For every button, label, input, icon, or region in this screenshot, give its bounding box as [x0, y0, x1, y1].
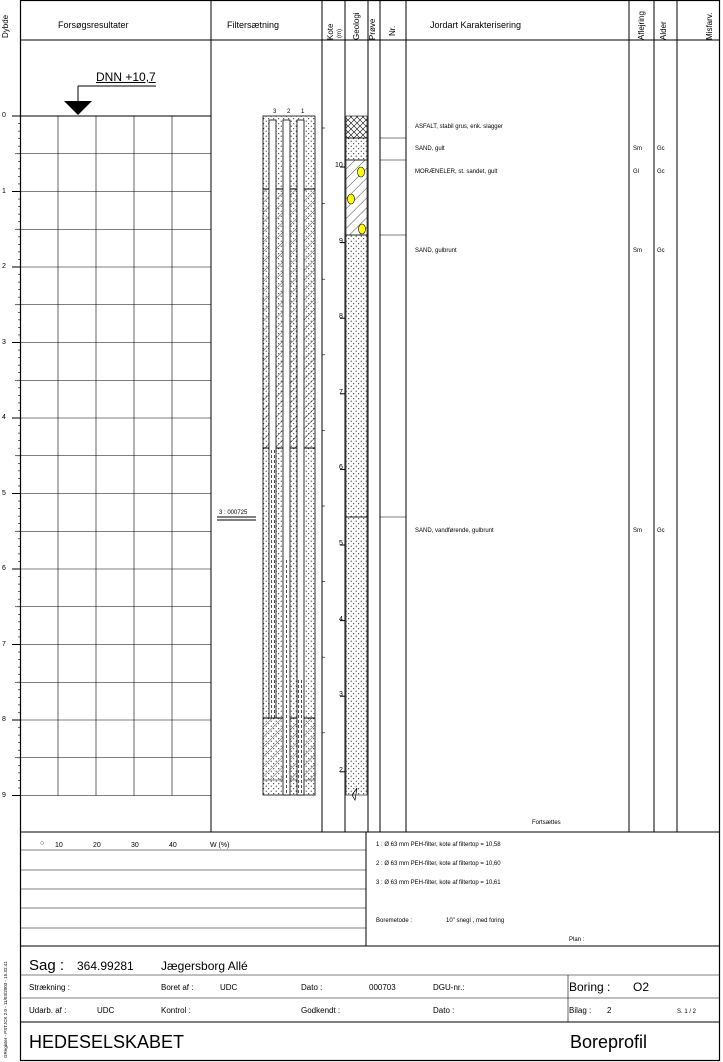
bilag-label: Bilag : — [569, 1006, 592, 1015]
sag-name: Jægersborg Allé — [161, 959, 248, 973]
geology-sand-gult — [346, 138, 367, 160]
stone-icon — [358, 167, 365, 177]
page-indicator: S. 1 / 2 — [677, 1009, 697, 1015]
filter-screen-2 — [284, 560, 289, 795]
boremetode-label: Boremetode : — [376, 918, 413, 924]
geology-sand-gulbrunt — [346, 235, 367, 517]
kote-tick-label: 4 — [339, 615, 343, 623]
filter-top-num-1: 1 — [301, 109, 305, 115]
kote-tick-label: 5 — [339, 540, 343, 547]
layer-4-alder: Gc — [657, 248, 665, 254]
boret-af-value: UDC — [220, 983, 238, 992]
depth-tick-label: 7 — [2, 640, 6, 648]
boring-label: Boring : — [569, 980, 611, 994]
kote-tick-label: 8 — [339, 313, 343, 321]
filter-screen-1 — [298, 680, 303, 795]
udarb-value: UDC — [97, 1006, 115, 1015]
layer-3-aflejring: Gl — [633, 169, 639, 175]
depth-tick-label: 4 — [2, 414, 6, 421]
geology-asfalt — [346, 116, 367, 138]
outer-frame — [21, 1, 720, 1061]
header-forsogsresultater: Forsøgsresultater — [58, 20, 129, 30]
header-alder: Alder — [659, 21, 668, 40]
godkendt-label: Godkendt : — [301, 1006, 341, 1015]
depth-tick-label: 3 — [2, 338, 6, 346]
kote-tick-label: 2 — [339, 766, 343, 774]
layer-4-aflejring: Sm — [633, 248, 642, 254]
boremetode-value: 10" snegl , med foring — [446, 918, 505, 924]
header-filtersaetning: Filtersætning — [227, 20, 280, 30]
boret-af-label: Boret af : — [161, 983, 194, 992]
scale-tick-30: 30 — [131, 842, 139, 849]
filter-label: 3 : 000725 — [219, 510, 248, 516]
header-kote-unit: (m) — [337, 29, 343, 38]
geology-sand-vandforende — [346, 517, 367, 795]
company-name: HEDESELSKABET — [29, 1032, 185, 1052]
kote-tick-label: 3 — [339, 691, 343, 699]
layer-1-desc: ASFALT, stabil grus, enk. slagger — [415, 124, 503, 130]
udarb-label: Udarb. af : — [29, 1006, 67, 1015]
header-jordart: Jordart Karakterisering — [430, 20, 522, 30]
filter-top-num-2: 2 — [287, 109, 291, 115]
header-misfarv: Misfarv. — [705, 12, 714, 40]
dnn-label: DNN +10,7 — [96, 70, 156, 84]
boring-value: O2 — [633, 980, 650, 994]
depth-tick-label: 2 — [2, 263, 6, 270]
sag-value: 364.99281 — [77, 959, 134, 973]
plan-label: Plan : — [569, 937, 585, 943]
dgu-label: DGU-nr.: — [433, 983, 465, 992]
kote-tick-label: 10 — [335, 162, 343, 169]
layer-4-desc: SAND, gulbrunt — [415, 248, 457, 254]
fortsaettes: Fortsættes — [532, 820, 561, 826]
straekning-label: Strækning : — [29, 983, 70, 992]
layer-2-alder: Gc — [657, 146, 665, 152]
filter-note-3: 3 : Ø 63 mm PEH-filter, kote af filtertop = 10,61 — [376, 880, 501, 886]
header-geologi: Geologi — [352, 12, 361, 40]
kote-tick-label: 7 — [339, 388, 343, 396]
depth-tick-label: 0 — [2, 112, 6, 119]
scale-tick-20: 20 — [93, 842, 101, 849]
side-registration-text: GRegister - PSTJCK 2.0 - 11/03/2003 - 15.32.41 — [3, 961, 8, 1058]
document-title: Boreprofil — [570, 1032, 648, 1052]
depth-tick-label: 6 — [2, 565, 6, 572]
kote-tick-label: 9 — [339, 237, 343, 245]
header-kote: Kote — [326, 23, 335, 40]
header-aflejring: Aflejring — [637, 11, 646, 40]
stone-icon — [348, 194, 355, 204]
layer-5-desc: SAND, vandførende, gulbrunt — [415, 528, 494, 534]
bilag-value: 2 — [607, 1006, 612, 1015]
dnn-triangle-icon — [64, 101, 92, 115]
scale-circle-icon: ○ — [40, 840, 45, 847]
filter-note-1: 1 : Ø 63 mm PEH-filter, kote af filtertop = 10,58 — [376, 842, 501, 848]
header-prove: Prøve — [368, 18, 377, 40]
depth-tick-label: 1 — [2, 187, 6, 195]
dato-label: Dato : — [301, 983, 323, 992]
layer-2-aflejring: Sm — [633, 146, 642, 152]
depth-tick-label: 5 — [2, 489, 6, 497]
dato2-label: Dato : — [433, 1006, 455, 1015]
header-nr: Nr. — [388, 25, 397, 36]
kote-tick-label: 6 — [339, 464, 343, 472]
layer-3-desc: MORÆNELER, st. sandet, gult — [415, 169, 498, 175]
header-dybde: Dybde — [1, 14, 10, 38]
depth-tick-label: 8 — [2, 716, 6, 723]
layer-3-alder: Gc — [657, 169, 665, 175]
sag-label: Sag : — [29, 957, 65, 974]
scale-unit: W (%) — [210, 842, 230, 849]
kontrol-label: Kontrol : — [161, 1006, 191, 1015]
dato-value: 000703 — [369, 983, 396, 992]
scale-tick-40: 40 — [169, 842, 177, 849]
scale-tick-10: 10 — [55, 842, 63, 849]
filter-note-2: 2 : Ø 63 mm PEH-filter, kote af filtertop = 10,60 — [376, 861, 501, 867]
depth-tick-label: 9 — [2, 791, 6, 799]
layer-5-alder: Gc — [657, 528, 665, 534]
filter-top-num-3: 3 — [273, 109, 277, 115]
layer-5-aflejring: Sm — [633, 528, 642, 534]
layer-2-desc: SAND, gult — [415, 146, 445, 152]
filter-screen-3 — [270, 448, 275, 718]
stone-icon — [359, 224, 366, 234]
